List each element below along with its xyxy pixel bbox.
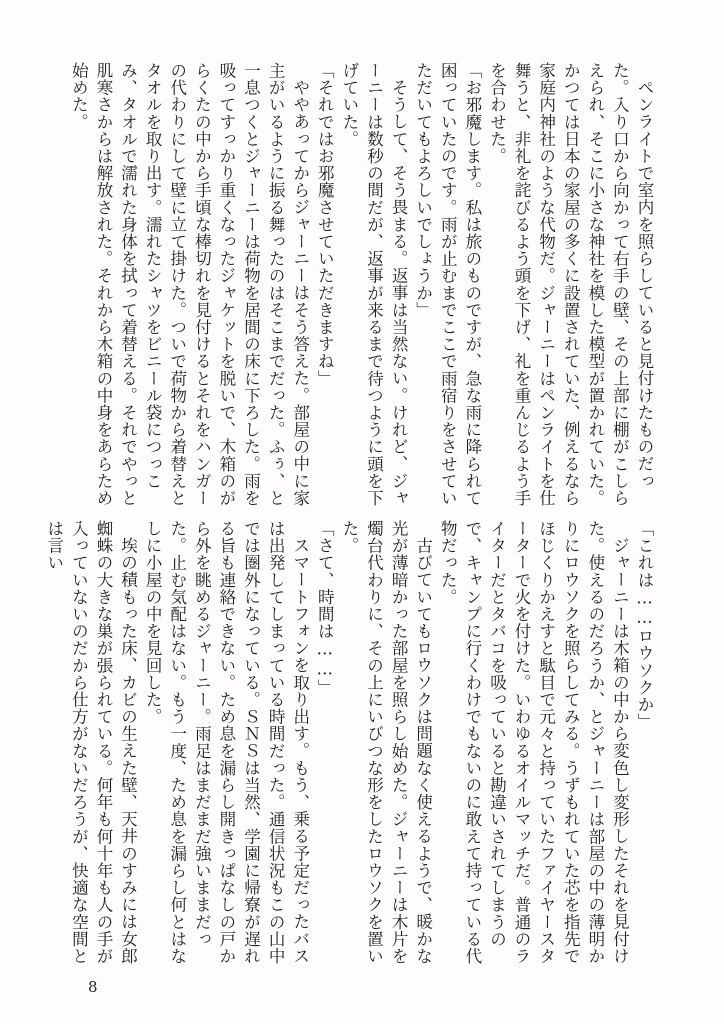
paragraph-dialogue: 「さて、時間は……」 bbox=[315, 520, 335, 696]
paragraph-dialogue: 「これは……ロウソクか」 bbox=[635, 520, 654, 731]
paragraph-narration: 古びていてもロウソクは問題なく使えるようで、暖かな光が薄暗かった部屋を照らし始めた。ジャーニーは木片を燭台代わりに、その上にいびつな形をしたロウソクを置いた。 bbox=[339, 520, 433, 965]
paragraph-dialogue: 「それではお邪魔させていただきますね」 bbox=[315, 62, 335, 387]
paragraph-narration: そうして、そう畏まる。返事は当然ない。けれど、ジャーニーは数秒の間だが、返事が来るまで待つように頭を下げていた。 bbox=[339, 62, 409, 507]
paragraph-narration: ジャーニーは木箱の中から変色し変形したそれを見付けた。使えるのだろうか、とジャーニーは部屋の中の薄明かりにロウソクを照らしてみる。うずもれていた芯を指先でほじくりかえすと駄目で元々と持っていたファイヤースターターで火を付けた。いわゆるオイルマッチだ。普通のライターだとタバコを吸っていると勘違いされてしまうので、キャンプに行くわけでもないのに敢えて持っている代物だった。 bbox=[438, 520, 630, 965]
paragraph-dialogue: 「お邪魔します。私は旅のものですが、急な雨に降られて困っていたのです。雨が止むまでここで雨宿りをさせていただいてもよろしいでしょうか」 bbox=[413, 62, 482, 507]
paragraph-narration: ややあってからジャーニーはそう答えた。部屋の中に家主がいるように振る舞ったのはそこまでだった。ふぅ、と一息つくとジャーニーは荷物を居間の床に下ろした。雨を吸ってすっかり重くなったジャケットを脱いで、木箱のがらくたの中から手頃な棒切れを見付けるとそれをハンガーの代わりにして壁に立て掛けた。ついで荷物から着替えとタオルを取り出す。濡れたシャツをビニール袋につっこみ、タオルで濡れた身体を拭って着替える。それでやっと肌寒さからは解放された。それから木箱の中身をあらため始めた。 bbox=[69, 62, 310, 507]
page-number: 8 bbox=[88, 978, 99, 996]
paragraph-narration: スマートフォンを取り出す。もう、乗る予定だったバスは出発してしまっている時間だった。通信状況もこの山中では圏外になっている。ＳＮＳは当然、学園に帰寮が遅れる旨も連絡できない。ため息を漏らし開きっぱなしの戸から外を眺めるジャーニー。雨足はまだまだ強いままだった。止む気配はない。もう一度、ため息を漏らし何とはなしに小屋の中を見回した。 bbox=[143, 520, 310, 965]
text-block-bottom bbox=[44, 520, 656, 972]
paragraph-narration: ペンライトで室内を照らしていると見付けたものだった。入り口から向かって右手の壁、その上部に棚がこしらえられ、そこに小さな神社を模した模型が置かれていた。かつては日本の家屋の多くに設置されていた、例えるなら家庭内神社のような代物だ。ジャーニーはペンライトを仕舞うと、非礼を詫びるよう頭を下げ、礼を重んじるよう手を合わせた。 bbox=[487, 62, 654, 507]
text-block-top bbox=[69, 62, 656, 514]
paragraph-narration: 埃の積もった床、カビの生えた壁、天井のすみには女郎蜘蛛の大きな巣が張られている。何年も何十年も人の手が入っていないのだから仕方がないだろうが、快適な空間とは言い bbox=[44, 520, 138, 965]
